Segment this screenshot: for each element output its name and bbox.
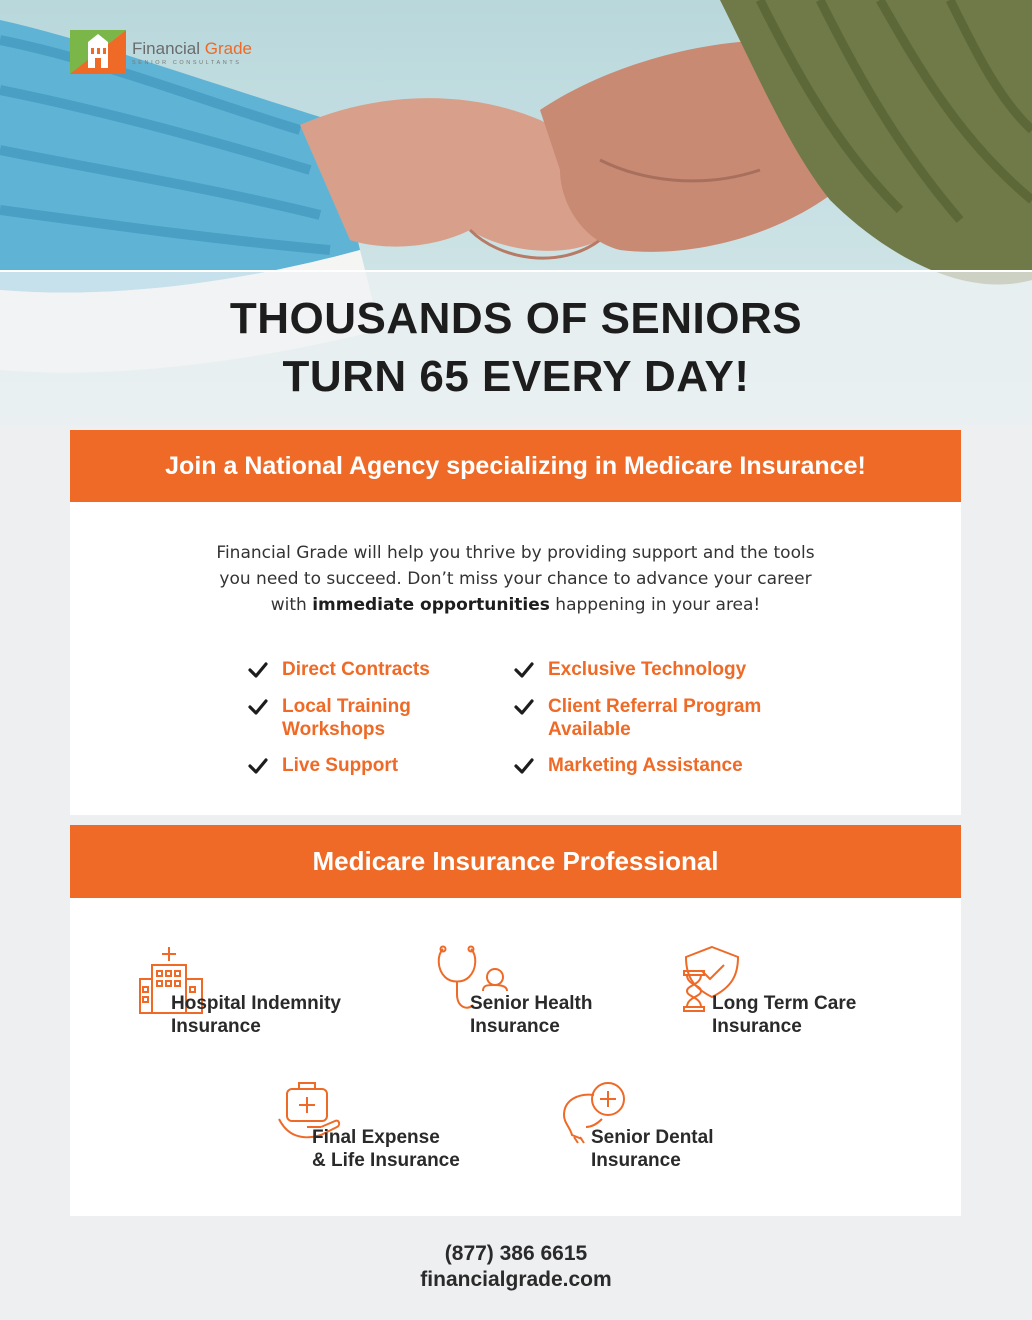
join-agency-banner: Join a National Agency specializing in Medicare Insurance! [70,430,961,502]
product-label: Long Term Care [712,993,857,1014]
phone-number[interactable]: (877) 386 6615 [444,1242,588,1265]
products-banner: Medicare Insurance Professional [70,825,961,898]
feature-item: Live Support [248,754,398,777]
checkmark-icon [514,756,534,776]
product-label: Hospital Indemnity [171,993,341,1014]
checkmark-icon [248,756,268,776]
intro-line: with immediate opportunities happening in your area! [270,595,761,615]
intro-line: you need to succeed. Don’t miss your chance to advance your career [219,569,812,589]
product-label: Insurance [470,1016,560,1037]
logo-subtitle: SENIOR CONSULTANTS [132,59,242,66]
website-link[interactable]: financialgrade.com [420,1268,612,1291]
product-label: Final Expense [312,1127,440,1148]
headline-line-1: THOUSANDS OF SENIORS [229,294,803,343]
products-card [70,825,961,1216]
company-logo[interactable] [70,30,252,74]
logo-name: Financial Grade [132,38,253,58]
product-label: Senior Dental [591,1127,714,1148]
product-label: Senior Health [470,993,593,1014]
product-label: Insurance [712,1016,802,1037]
intro-line: Financial Grade will help you thrive by providing support and the tools [216,543,815,563]
checkmark-icon [514,697,534,717]
checkmark-icon [514,660,534,680]
headline-line-2: TURN 65 EVERY DAY! [282,352,750,401]
checkmark-icon [248,697,268,717]
product-label: Insurance [171,1016,261,1037]
product-label: & Life Insurance [312,1150,460,1171]
intro-paragraph [70,540,961,618]
feature-item: Exclusive Technology [514,658,746,681]
feature-item: Client Referral Program Available [514,695,761,741]
join-agency-card [70,430,961,815]
feature-item: Direct Contracts [248,658,430,681]
feature-item: Marketing Assistance [514,754,743,777]
immediate-opportunities-text: immediate opportunities [312,595,550,615]
feature-item: Local Training Workshops [248,695,411,741]
product-label: Insurance [591,1150,681,1171]
checkmark-icon [248,660,268,680]
logo-building-icon [70,30,126,74]
